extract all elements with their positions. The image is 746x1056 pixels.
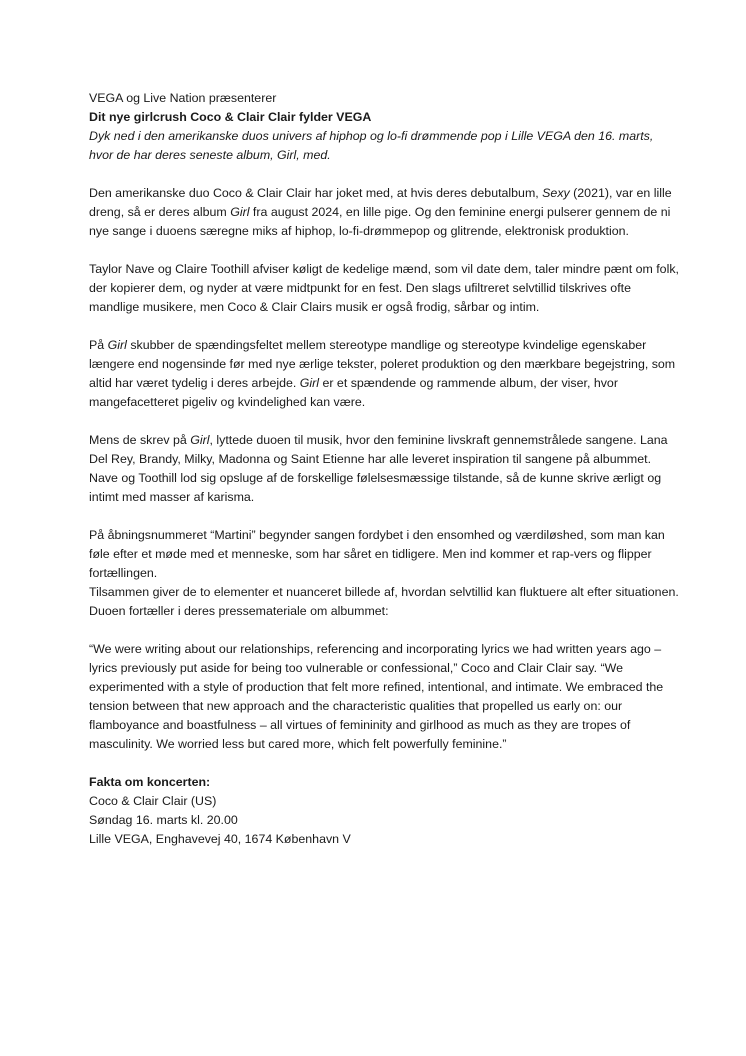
paragraph-1: Den amerikanske duo Coco & Clair Clair har joket med, at hvis deres debutalbum, Sexy (2021), var en lille dreng, så er deres album Girl fra august 2024, en lille pige. Og den feminine energi pulserer gennem de ni nye sange i duoens særegne miks af hiphop, lo-fi-drømmepop og glitrende, elektronisk produktion. (89, 186, 672, 238)
presenter-line: VEGA og Live Nation præsenterer (89, 91, 277, 105)
paragraph-5-continued: Tilsammen giver de to elementer et nuanceret billede af, hvordan selvtillid kan fluktuere alt efter situationen. (89, 585, 679, 599)
lead-text: Dyk ned i den amerikanske duos univers af hiphop og lo-fi drømmende pop i Lille VEGA den 16. marts, hvor de har deres seneste album, Girl, med. (89, 129, 654, 162)
quote-block: “We were writing about our relationships, referencing and incorporating lyrics we had written years ago – lyrics previously put aside for being too vulnerable or confessional,” Coco and Clair Clair say. “We experimented with a style of production that felt more refined, intentional, and intimate. We embraced the tension between that new approach and the characteristic qualities that propelled us early on: our flamboyance and boastfulness – all virtues of femininity and girlhood as much as they are tropes of masculinity. We worried less but cared more, which felt powerfully feminine.” (89, 642, 664, 751)
press-release (89, 89, 679, 849)
album-title-girl: Girl (230, 205, 250, 219)
facts-venue: Lille VEGA, Enghavevej 40, 1674 København V (89, 832, 351, 846)
album-title-sexy: Sexy (542, 186, 570, 200)
paragraph-4: Mens de skrev på Girl, lyttede duoen til musik, hvor den feminine livskraft gennemstrålede sangene. Lana Del Rey, Brandy, Milky, Madonna og Saint Etienne har alle leveret inspiration til sangene på albummet. Nave og Toothill lod sig opsluge af de forskellige følelsesmæssige tilstande, så de kunne skrive ærligt og intimt med masser af karisma. (89, 433, 668, 504)
paragraph-5: På åbningsnummeret “Martini” begynder sangen fordybet i den ensomhed og værdiløshed, som man kan føle efter et møde med et menneske, som har såret en tidligere. Men ind kommer et rap-vers og flipper fortællingen. (89, 528, 665, 580)
paragraph-2: Taylor Nave og Claire Toothill afviser køligt de kedelige mænd, som vil date dem, taler mindre pænt om folk, der kopierer dem, og nyder at være midtpunkt for en fest. Den slags ufiltreret selvtillid tilskrives ofte mandlige musikere, men Coco & Clair Clairs musik er også frodig, sårbar og intim. (89, 262, 679, 314)
paragraph-5-intro-quote: Duoen fortæller i deres pressemateriale om albummet: (89, 604, 389, 618)
album-title-girl: Girl (190, 433, 210, 447)
facts-date: Søndag 16. marts kl. 20.00 (89, 813, 238, 827)
facts-heading: Fakta om koncerten: (89, 775, 211, 789)
paragraph-3: På Girl skubber de spændingsfeltet mellem stereotype mandlige og stereotype kvindelige egenskaber længere end nogensinde før med nye ærlige tekster, poleret produktion og den mærkbare begejstring, som altid har været tydelig i deres arbejde. Girl er et spændende og rammende album, der viser, hvor mangefacetteret pigeliv og kvindelighed kan være. (89, 338, 676, 409)
headline: Dit nye girlcrush Coco & Clair Clair fylder VEGA (89, 110, 372, 124)
facts-artist: Coco & Clair Clair (US) (89, 794, 217, 808)
album-title-girl: Girl (107, 338, 127, 352)
album-title-girl: Girl (299, 376, 320, 390)
